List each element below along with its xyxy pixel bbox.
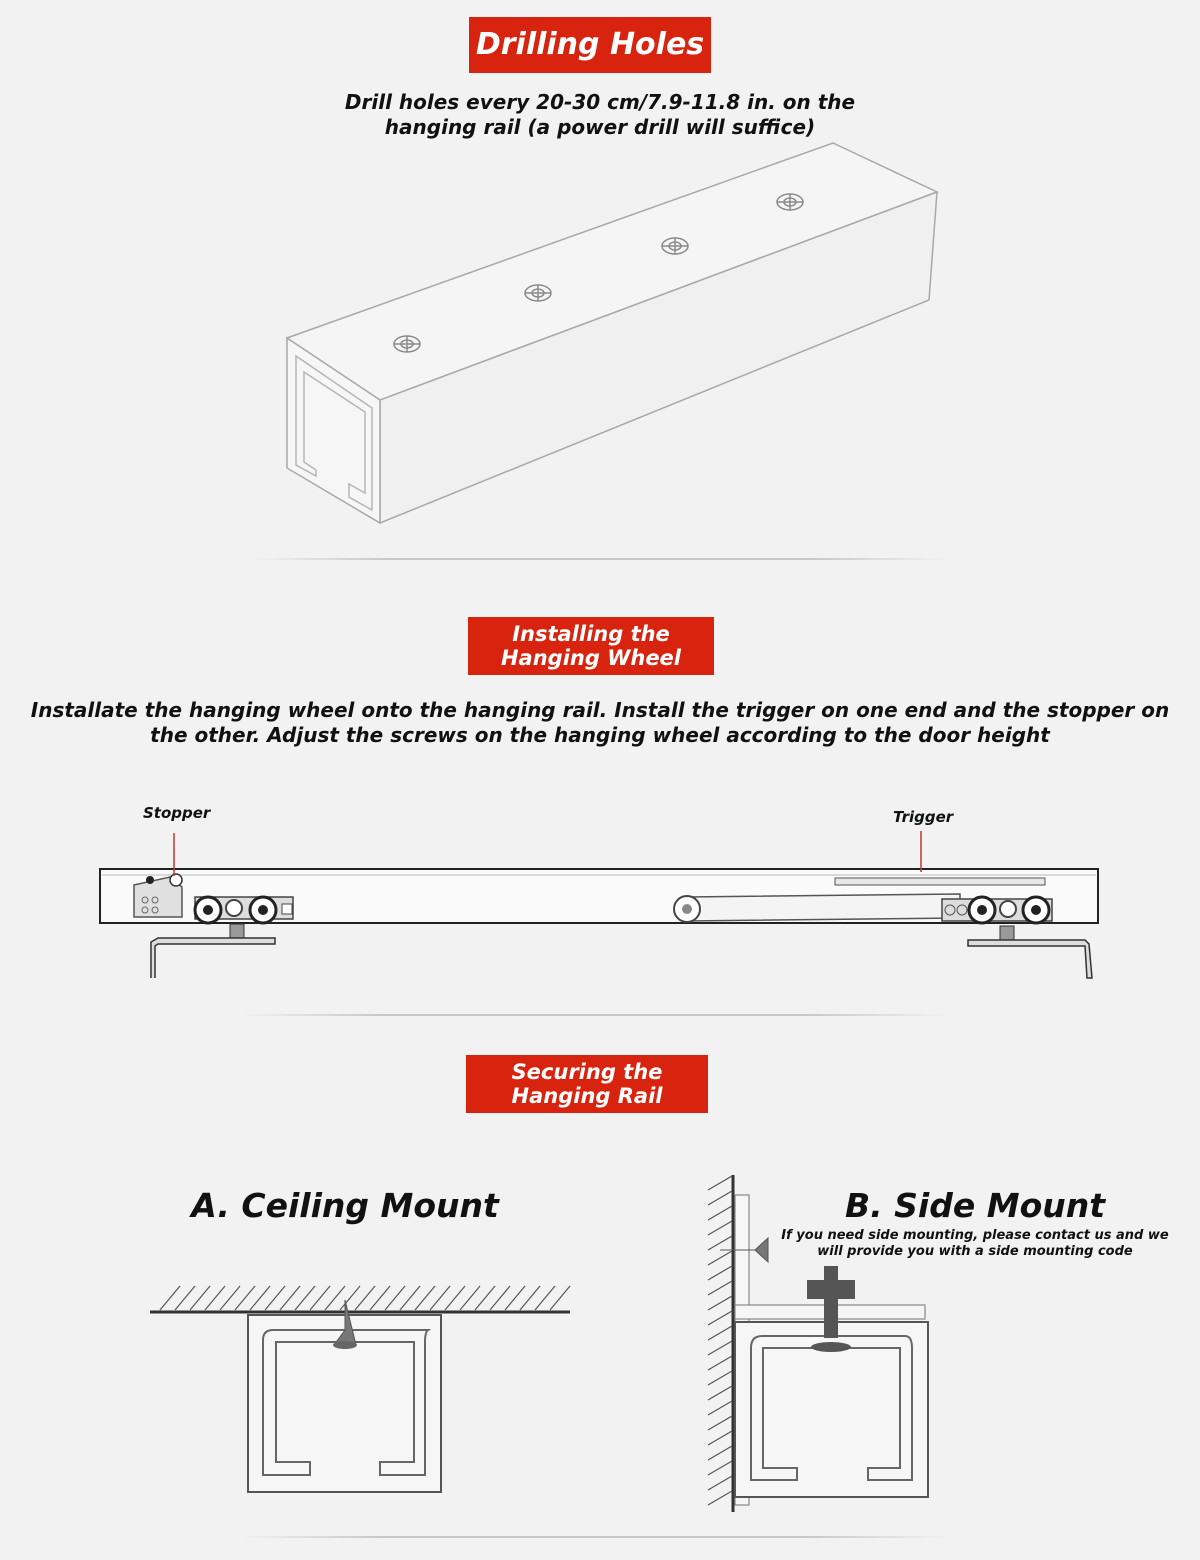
installing-wheel-title (468, 617, 714, 675)
drilling-caption-line2: hanging rail (a power drill will suffice) (384, 115, 816, 139)
installing-caption (20, 698, 1180, 748)
side-mount-heading: B. Side Mount (844, 1186, 1106, 1225)
drilled-rail-illustration (287, 143, 937, 523)
side-mount-illustration (708, 1175, 928, 1512)
stopper-label: Stopper (143, 804, 211, 822)
drill-hole-icon (394, 336, 420, 352)
drilling-holes-title: Drilling Holes (469, 17, 711, 73)
installing-title-line1: Installing the (512, 621, 670, 646)
drilling-caption-line1: Drill holes every 20-30 cm/7.9-11.8 in. on the (344, 90, 856, 114)
wall-hatch (708, 1176, 732, 1505)
installing-caption-line2: the other. Adjust the screws on the hanging wheel according to the door height (150, 723, 1050, 747)
ceiling-mount-heading: A. Ceiling Mount (191, 1186, 499, 1225)
drill-hole-icon (662, 238, 688, 254)
installing-title-line2: Hanging Wheel (500, 646, 682, 670)
ceiling-hatch (150, 1286, 570, 1312)
installing-caption-line1: Installate the hanging wheel onto the hanging rail. Install the trigger on one end and the stopper on (30, 698, 1170, 722)
drill-hole-icon (777, 194, 803, 210)
trigger-label: Trigger (893, 808, 954, 826)
section-divider (240, 1014, 950, 1016)
section-divider (240, 1536, 950, 1538)
side-mount-note (770, 1228, 1180, 1261)
securing-title-line2: Hanging Rail (511, 1084, 663, 1108)
drill-hole-icon (525, 285, 551, 301)
ceiling-mount-illustration (150, 1286, 570, 1492)
side-note-line2: will provide you with a side mounting code (817, 1244, 1133, 1260)
section-divider (250, 558, 950, 560)
securing-title-line1: Securing the (511, 1059, 663, 1084)
side-note-line1: If you need side mounting, please contact us and we (781, 1228, 1169, 1243)
hanging-wheel-rail-illustration (100, 831, 1098, 978)
securing-rail-title (466, 1055, 708, 1113)
